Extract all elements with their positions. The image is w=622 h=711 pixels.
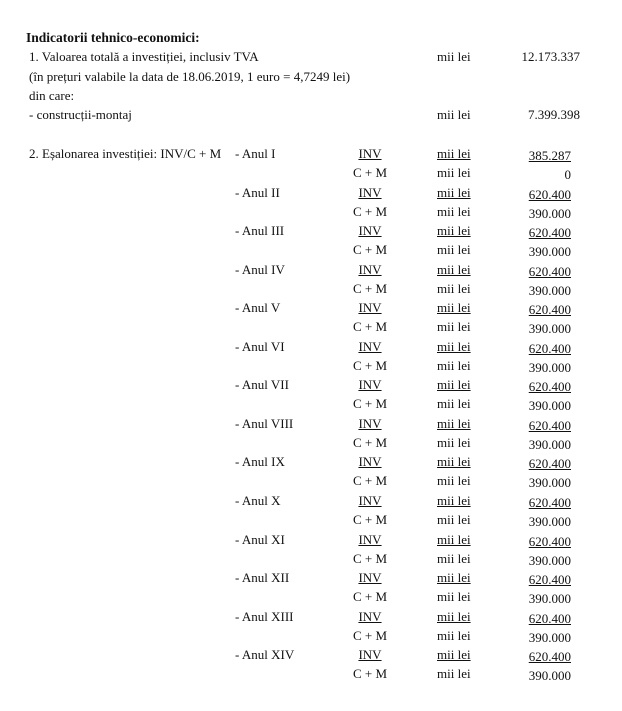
- cm-label: C + M: [352, 396, 388, 411]
- cm-value: 390.000: [528, 475, 571, 490]
- cm-unit: mii lei: [437, 396, 471, 411]
- cm-value: 390.000: [528, 630, 571, 645]
- inv-label: INV: [358, 223, 382, 238]
- schedule-label: 2. Eșalonarea investiției: INV/C + M: [29, 146, 222, 161]
- cm-value: 390.000: [528, 591, 571, 606]
- inv-unit: mii lei: [437, 300, 471, 315]
- clipped-top-text: [0, 0, 622, 8]
- cm-unit: mii lei: [437, 204, 471, 219]
- year-label: - Anul IX: [235, 454, 285, 469]
- cm-value: 390.000: [528, 244, 571, 259]
- cm-unit: mii lei: [437, 551, 471, 566]
- cm-label: C + M: [352, 628, 388, 643]
- construction-unit: mii lei: [437, 107, 471, 122]
- cm-label: C + M: [352, 551, 388, 566]
- cm-label: C + M: [352, 204, 388, 219]
- inv-label: INV: [358, 570, 382, 585]
- inv-label: INV: [358, 532, 382, 547]
- inv-value: 620.400: [528, 534, 571, 549]
- cm-value: 390.000: [528, 398, 571, 413]
- inv-label: INV: [358, 609, 382, 624]
- inv-unit: mii lei: [437, 609, 471, 624]
- total-investment-unit: mii lei: [437, 49, 471, 64]
- cm-label: C + M: [352, 281, 388, 296]
- inv-unit: mii lei: [437, 146, 471, 161]
- inv-unit: mii lei: [437, 493, 471, 508]
- inv-unit: mii lei: [437, 262, 471, 277]
- cm-unit: mii lei: [437, 242, 471, 257]
- inv-unit: mii lei: [437, 532, 471, 547]
- inv-value: 620.400: [528, 264, 571, 279]
- cm-unit: mii lei: [437, 473, 471, 488]
- inv-value: 620.400: [528, 302, 571, 317]
- inv-value: 620.400: [528, 572, 571, 587]
- cm-label: C + M: [352, 512, 388, 527]
- of-which-label: din care:: [29, 88, 75, 103]
- year-label: - Anul XIII: [235, 609, 294, 624]
- section-title: Indicatorii tehnico-economici:: [26, 30, 200, 45]
- year-label: - Anul I: [235, 146, 276, 161]
- inv-value: 620.400: [528, 418, 571, 433]
- cm-value: 390.000: [528, 321, 571, 336]
- year-label: - Anul V: [235, 300, 281, 315]
- cm-value: 390.000: [528, 514, 571, 529]
- inv-value: 620.400: [528, 611, 571, 626]
- inv-label: INV: [358, 300, 382, 315]
- inv-label: INV: [358, 493, 382, 508]
- inv-unit: mii lei: [437, 416, 471, 431]
- year-label: - Anul VIII: [235, 416, 294, 431]
- total-investment-label: 1. Valoarea totală a investiției, inclusiv TVA: [29, 49, 259, 64]
- inv-value: 620.400: [528, 379, 571, 394]
- inv-value: 620.400: [528, 225, 571, 240]
- price-note: (în prețuri valabile la data de 18.06.2019, 1 euro = 4,7249 lei): [29, 69, 351, 84]
- inv-unit: mii lei: [437, 339, 471, 354]
- inv-value: 620.400: [528, 649, 571, 664]
- cm-value: 390.000: [528, 437, 571, 452]
- year-label: - Anul II: [235, 185, 280, 200]
- inv-unit: mii lei: [437, 185, 471, 200]
- inv-label: INV: [358, 647, 382, 662]
- cm-unit: mii lei: [437, 358, 471, 373]
- inv-unit: mii lei: [437, 377, 471, 392]
- inv-label: INV: [358, 262, 382, 277]
- year-label: - Anul VII: [235, 377, 289, 392]
- year-label: - Anul XII: [235, 570, 290, 585]
- inv-value: 620.400: [528, 456, 571, 471]
- inv-value: 620.400: [528, 495, 571, 510]
- cm-label: C + M: [352, 165, 388, 180]
- cm-label: C + M: [352, 589, 388, 604]
- inv-value: 620.400: [528, 187, 571, 202]
- inv-label: INV: [358, 339, 382, 354]
- inv-label: INV: [358, 185, 382, 200]
- inv-unit: mii lei: [437, 454, 471, 469]
- cm-label: C + M: [352, 435, 388, 450]
- cm-unit: mii lei: [437, 165, 471, 180]
- cm-unit: mii lei: [437, 628, 471, 643]
- year-label: - Anul III: [235, 223, 285, 238]
- inv-value: 385.287: [528, 148, 571, 163]
- inv-value: 620.400: [528, 341, 571, 356]
- cm-label: C + M: [352, 358, 388, 373]
- cm-unit: mii lei: [437, 281, 471, 296]
- cm-unit: mii lei: [437, 435, 471, 450]
- cm-value: 390.000: [528, 283, 571, 298]
- cm-value: 390.000: [528, 668, 571, 683]
- cm-label: C + M: [352, 473, 388, 488]
- inv-unit: mii lei: [437, 223, 471, 238]
- inv-unit: mii lei: [437, 570, 471, 585]
- total-investment-value: 12.173.337: [521, 49, 580, 64]
- year-label: - Anul XI: [235, 532, 285, 547]
- cm-label: C + M: [352, 666, 388, 681]
- inv-unit: mii lei: [437, 647, 471, 662]
- cm-label: C + M: [352, 242, 388, 257]
- inv-label: INV: [358, 416, 382, 431]
- cm-unit: mii lei: [437, 319, 471, 334]
- cm-label: C + M: [352, 319, 388, 334]
- year-label: - Anul XIV: [235, 647, 295, 662]
- construction-label: - construcții-montaj: [29, 107, 132, 122]
- year-label: - Anul X: [235, 493, 281, 508]
- cm-value: 390.000: [528, 553, 571, 568]
- cm-value: 390.000: [528, 360, 571, 375]
- cm-unit: mii lei: [437, 589, 471, 604]
- cm-unit: mii lei: [437, 512, 471, 527]
- inv-label: INV: [358, 377, 382, 392]
- year-label: - Anul VI: [235, 339, 285, 354]
- inv-label: INV: [358, 454, 382, 469]
- cm-unit: mii lei: [437, 666, 471, 681]
- inv-label: INV: [358, 146, 382, 161]
- construction-value: 7.399.398: [528, 107, 580, 122]
- cm-value: 390.000: [528, 206, 571, 221]
- year-label: - Anul IV: [235, 262, 285, 277]
- cm-value: 0: [564, 167, 571, 182]
